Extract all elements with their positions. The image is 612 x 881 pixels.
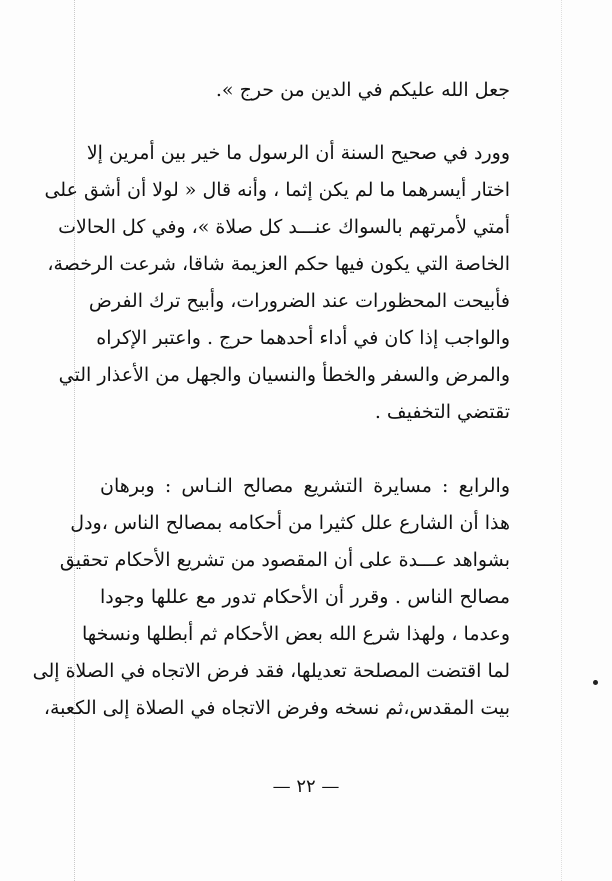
scan-speck <box>593 680 598 685</box>
text-line: فأبيحت المحظورات عند الضرورات، وأبيح ترك الفرض <box>88 290 510 312</box>
paragraph-3 <box>32 468 510 727</box>
text-line: تقتضي التخفيف . <box>374 401 510 423</box>
paragraph-2 <box>44 135 510 431</box>
text-line: والواجب إذا كان في أداء أحدهما حرج . واعتبر الإكراه <box>96 327 510 349</box>
text-line: هذا أن الشارع علل كثيرا من أحكامه بمصالح الناس ،ودل <box>70 512 510 534</box>
scan-artifact-left <box>74 0 75 881</box>
text-line: مصالح الناس . وقرر أن الأحكام تدور مع عللها وجودا <box>100 586 510 608</box>
text-line: والرابع : مسايرة التشريع مصالح النـاس : وبرهان <box>100 475 510 497</box>
paragraph-1 <box>100 72 510 109</box>
scan-artifact-right <box>561 0 562 881</box>
text-line: الخاصة التي يكون فيها حكم العزيمة شاقا، شرعت الرخصة، <box>47 253 510 275</box>
text-line: اختار أيسرهما ما لم يكن إثما ، وأنه قال « لولا أن أشق على <box>44 179 510 201</box>
text-line: وورد في صحيح السنة أن الرسول ما خير بين أمرين إلا <box>86 142 510 164</box>
page-number: — ٢٢ — <box>272 776 340 797</box>
text-line: لما اقتضت المصلحة تعديلها، فقد فرض الاتجاه في الصلاة إلى <box>32 660 510 682</box>
text-line: جعل الله عليكم في الدين من حرج ». <box>215 79 510 101</box>
text-line: بشواهد عـــدة على أن المقصود من تشريع الأحكام تحقيق <box>59 549 510 571</box>
text-line: وعدما ، ولهذا شرع الله بعض الأحكام ثم أبطلها ونسخها <box>82 623 510 645</box>
text-line: بيت المقدس،ثم نسخه وفرض الاتجاه في الصلاة إلى الكعبة، <box>43 697 510 719</box>
text-line: والمرض والسفر والخطأ والنسيان والجهل من الأعذار التي <box>58 364 510 386</box>
text-line: أمتي لأمرتهم بالسواك عنـــد كل صلاة »، وفي كل الحالات <box>58 216 510 238</box>
